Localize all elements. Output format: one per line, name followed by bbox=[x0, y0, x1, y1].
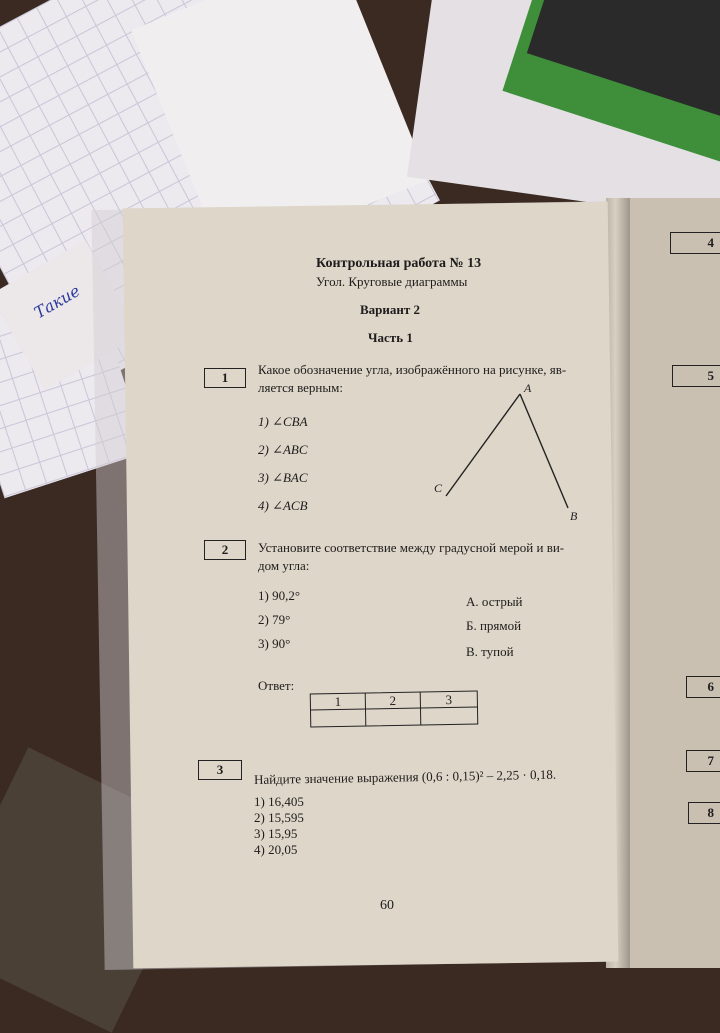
task2-right-option-a: А. острый bbox=[466, 594, 523, 609]
task-number-box: 3 bbox=[198, 760, 242, 780]
point-label-c: C bbox=[434, 481, 443, 495]
right-task-number-box: 7 bbox=[686, 750, 720, 772]
task2-right-option-b: Б. прямой bbox=[466, 618, 522, 633]
task2-left-option-1: 1) 90,2° bbox=[258, 588, 301, 603]
task-number-box: 2 bbox=[204, 540, 246, 560]
variant-label: Вариант 2 bbox=[360, 302, 421, 317]
task1-option-1: 1) ∠CBA bbox=[258, 414, 308, 429]
part-label: Часть 1 bbox=[368, 330, 413, 345]
vertex-label-a: A bbox=[524, 381, 532, 395]
task3-question: Найдите значение выражения (0,6 : 0,15)² – 2,25 · 0,18. bbox=[253, 766, 557, 787]
task2-question-line2: дом угла: bbox=[258, 558, 310, 573]
point-label-b: B bbox=[570, 509, 578, 523]
task-number-box: 1 bbox=[204, 368, 246, 388]
right-task-number-box: 5 bbox=[672, 365, 720, 387]
worksheet-subtitle: Угол. Круговые диаграммы bbox=[316, 274, 468, 289]
task1-option-2: 2) ∠ABC bbox=[258, 442, 308, 457]
right-page bbox=[620, 198, 720, 968]
task1-option-3: 3) ∠BAC bbox=[258, 470, 308, 485]
task1-option-4: 4) ∠ACB bbox=[258, 498, 308, 513]
answer-header-3: 3 bbox=[421, 692, 477, 709]
answer-table bbox=[310, 691, 479, 728]
task2-right-option-c: В. тупой bbox=[466, 644, 514, 659]
task1-question-line1: Какое обозначение угла, изображённого на рисунке, яв- bbox=[258, 362, 567, 377]
task3-option-2: 2) 15,595 bbox=[254, 810, 304, 825]
answer-cell-3[interactable] bbox=[421, 708, 477, 725]
answer-cell-2[interactable] bbox=[366, 709, 421, 726]
handwritten-word: Такие bbox=[30, 281, 84, 323]
right-task-number-box: 6 bbox=[686, 676, 720, 698]
task2-question-line1: Установите соответствие между градусной мерой и ви- bbox=[258, 540, 565, 555]
answer-label: Ответ: bbox=[258, 678, 295, 693]
task2-left-option-3: 3) 90° bbox=[258, 636, 291, 651]
worksheet-title: Контрольная работа № 13 bbox=[316, 256, 482, 271]
answer-cell-1[interactable] bbox=[311, 709, 366, 726]
answer-header-1: 1 bbox=[311, 693, 366, 710]
ray-ac bbox=[446, 394, 520, 496]
page-number: 60 bbox=[380, 898, 394, 913]
task3-option-3: 3) 15,95 bbox=[254, 826, 298, 841]
right-task-number-box: 4 bbox=[670, 232, 720, 254]
task3-option-1: 1) 16,405 bbox=[254, 794, 304, 809]
task1-question-line2: ляется верным: bbox=[258, 380, 343, 395]
right-task-number-box: 8 bbox=[688, 802, 720, 824]
task3-option-4: 4) 20,05 bbox=[254, 842, 298, 857]
task2-left-option-2: 2) 79° bbox=[258, 612, 291, 627]
angle-figure bbox=[420, 380, 590, 525]
answer-header-2: 2 bbox=[366, 693, 421, 710]
ray-ab bbox=[520, 394, 568, 508]
